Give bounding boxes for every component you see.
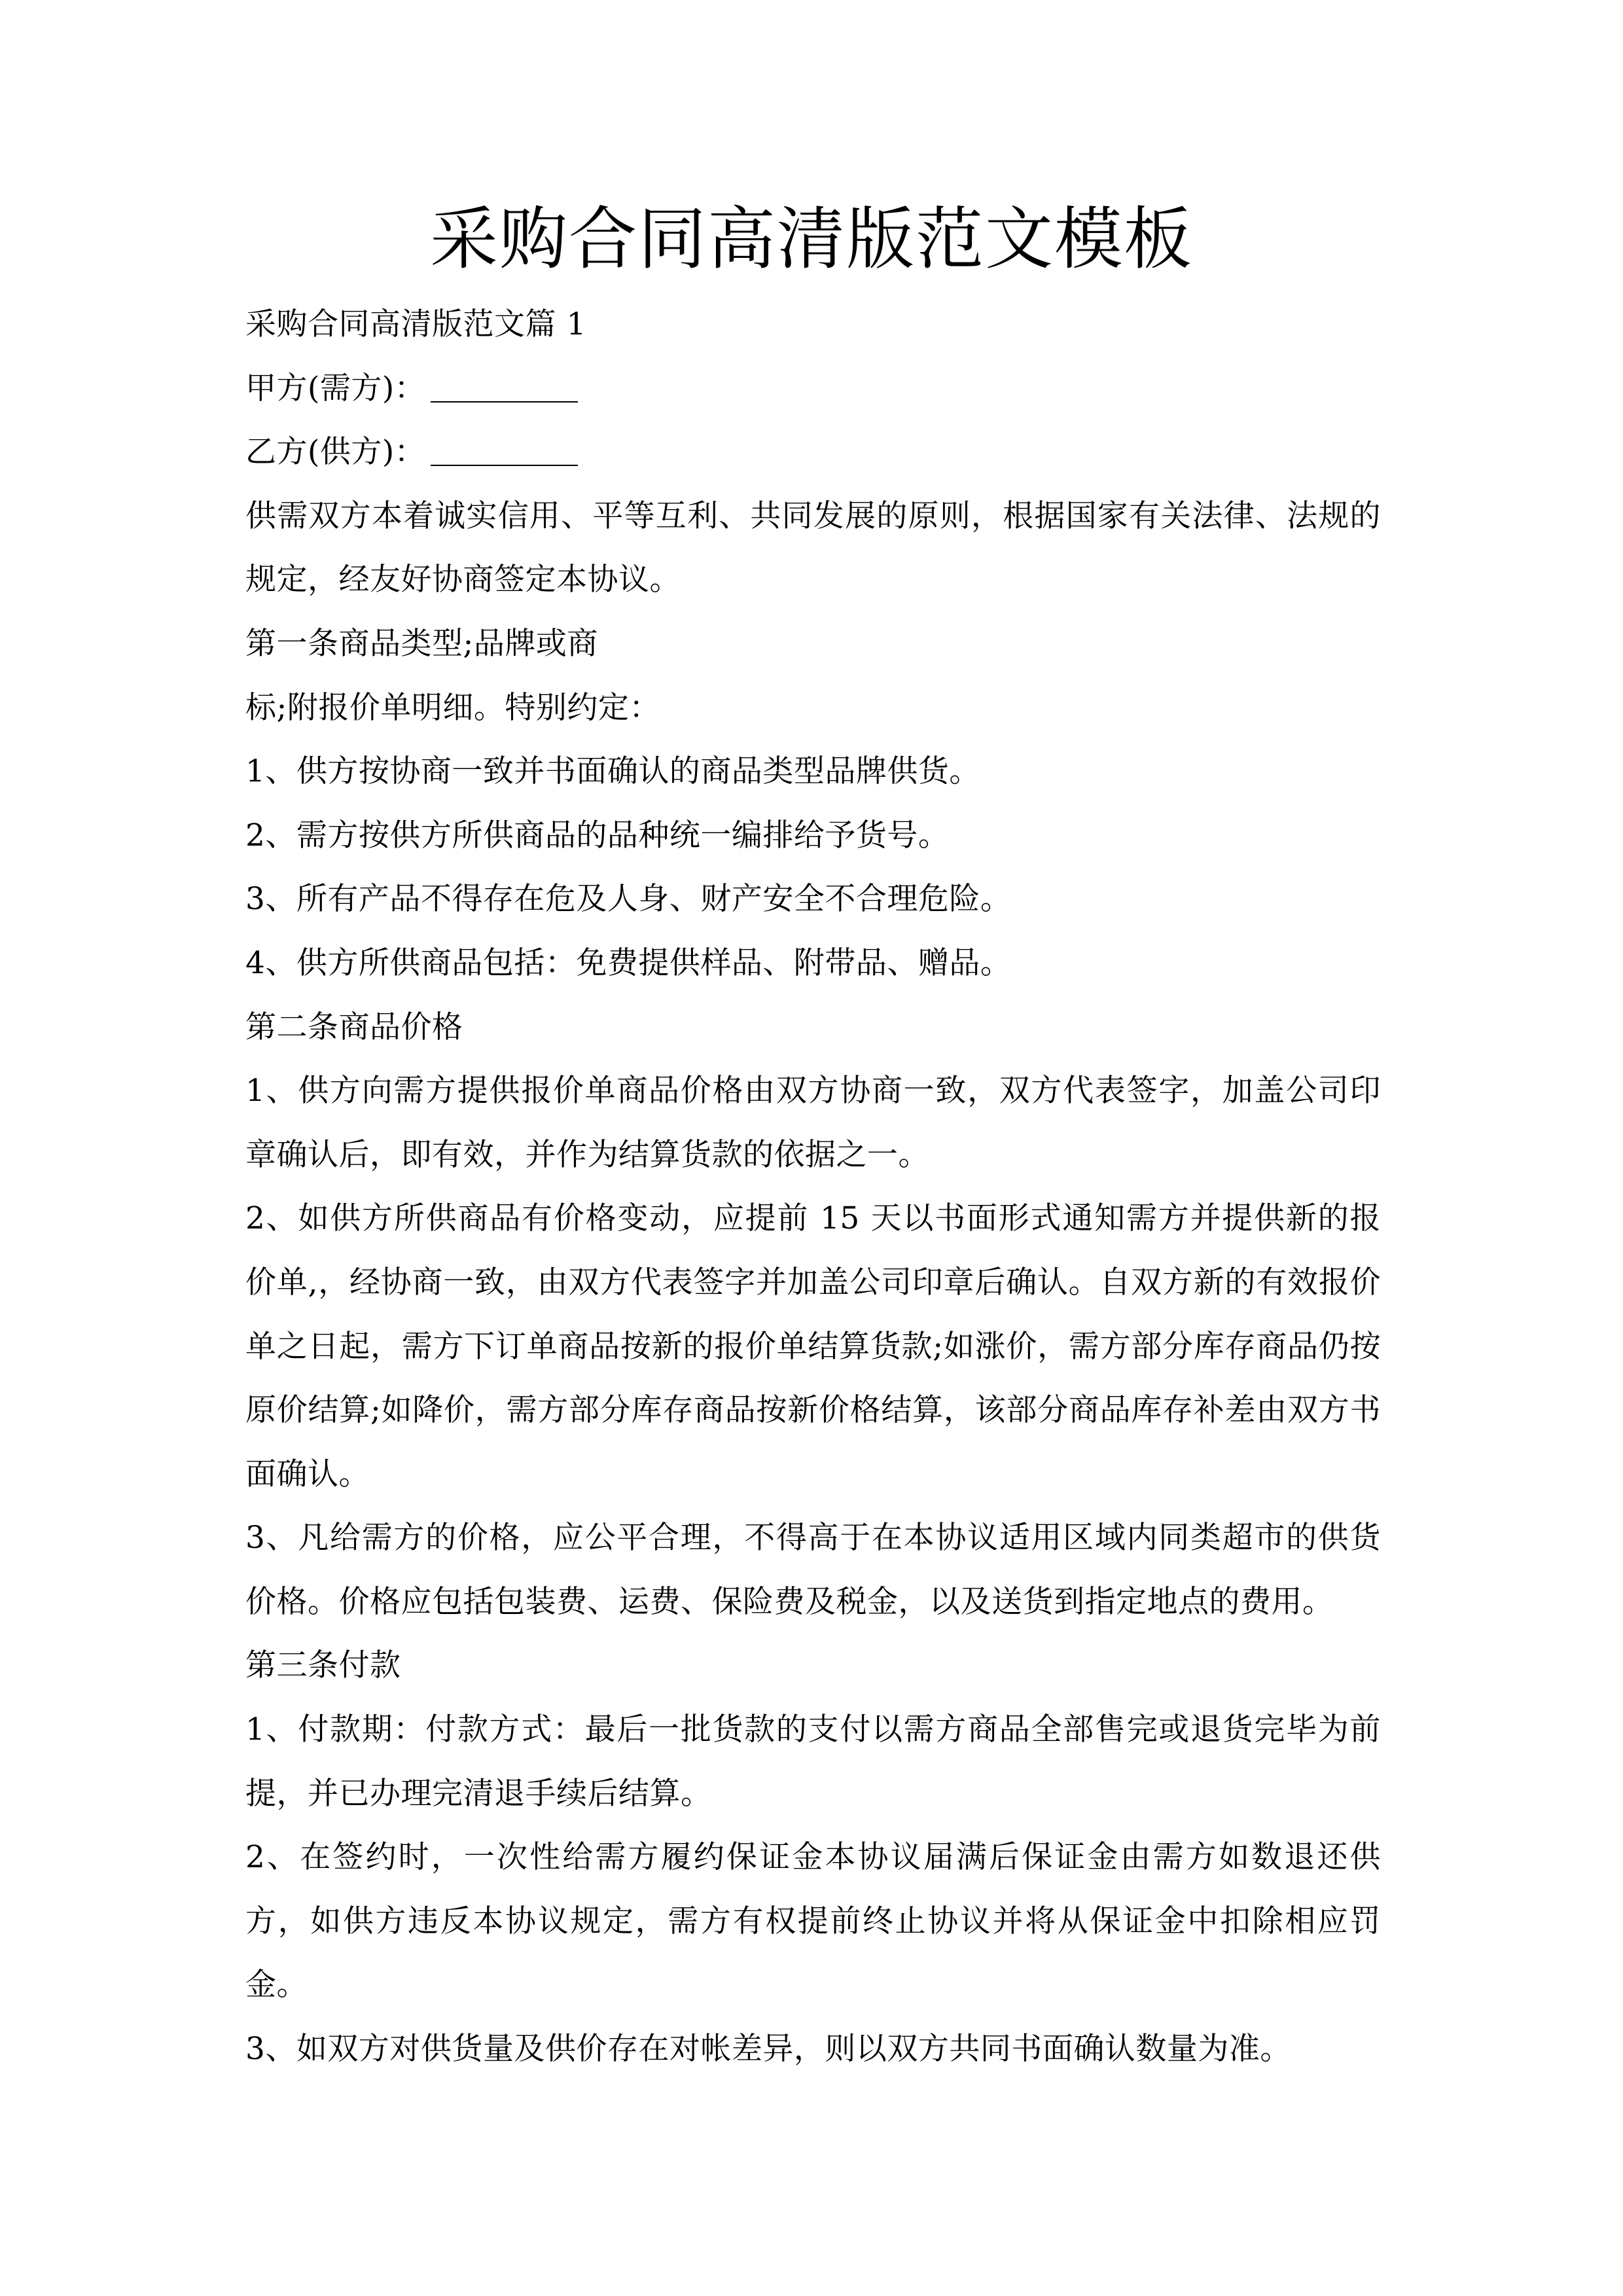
document-subtitle: 采购合同高清版范文篇 1: [245, 306, 586, 342]
article-2-clause-2: 2、如供方所供商品有价格变动，应提前 15 天以书面形式通知需方并提供新的报价单,，经协商一致，由双方代表签字并加盖公司印章后确认。自双方新的有效报价单之日起，需方下订单商品按新的报价单结算货款;如涨价，需方部分库存商品仍按原价结算;如降价，需方部分库存商品按新价格结算，该部分商品库存补差由双方书面确认。: [245, 1200, 1381, 1492]
document-title: 采购合同高清版范文模板: [429, 199, 1193, 279]
article-3-clause-2: 2、在签约时，一次性给需方履约保证金本协议届满后保证金由需方如数退还供方，如供方违反本协议规定，需方有权提前终止协议并将从保证金中扣除相应罚金。: [245, 1839, 1381, 2003]
article-1-heading-line-2: 标;附报价单明细。特别约定：: [245, 689, 660, 726]
article-1-clause-2: 2、需方按供方所供商品的品种统一编排给予货号。: [245, 817, 950, 853]
article-2-clause-3: 3、凡给需方的价格，应公平合理，不得高于在本协议适用区域内同类超市的供货价格。价格应包括包装费、运费、保险费及税金，以及送货到指定地点的费用。: [245, 1520, 1381, 1620]
article-3-heading: 第三条付款: [245, 1647, 401, 1684]
article-1-clause-3: 3、所有产品不得存在危及人身、财产安全不合理危险。: [245, 881, 1012, 918]
article-1-heading-line-1: 第一条商品类型;品牌或商: [245, 625, 598, 662]
document-body: [245, 293, 1381, 2081]
article-3-clause-1: 1、付款期：付款方式：最后一批货款的支付以需方商品全部售完或退货完毕为前提，并已办理完清退手续后结算。: [245, 1712, 1381, 1812]
preamble-paragraph: 供需双方本着诚实信用、平等互利、共同发展的原则，根据国家有关法律、法规的规定，经友好协商签定本协议。: [245, 497, 1381, 598]
party-b-label: 乙方(供方)：: [245, 434, 426, 471]
article-2-clause-1: 1、供方向需方提供报价单商品价格由双方协商一致，双方代表签字，加盖公司印章确认后，即有效，并作为结算货款的依据之一。: [245, 1073, 1381, 1173]
party-a-blank-field[interactable]: [431, 375, 578, 403]
article-1-clause-4: 4、供方所供商品包括：免费提供样品、附带品、赠品。: [245, 944, 1012, 981]
party-b-line: [245, 420, 1381, 484]
article-2-heading: 第二条商品价格: [245, 1009, 463, 1045]
article-3-clause-3: 3、如双方对供货量及供价存在对帐差异，则以双方共同书面确认数量为准。: [245, 2031, 1291, 2068]
party-b-blank-field[interactable]: [431, 439, 578, 466]
article-1-clause-1: 1、供方按协商一致并书面确认的商品类型品牌供货。: [245, 753, 980, 790]
party-a-label: 甲方(需方)：: [245, 370, 426, 406]
party-a-line: [245, 357, 1381, 421]
